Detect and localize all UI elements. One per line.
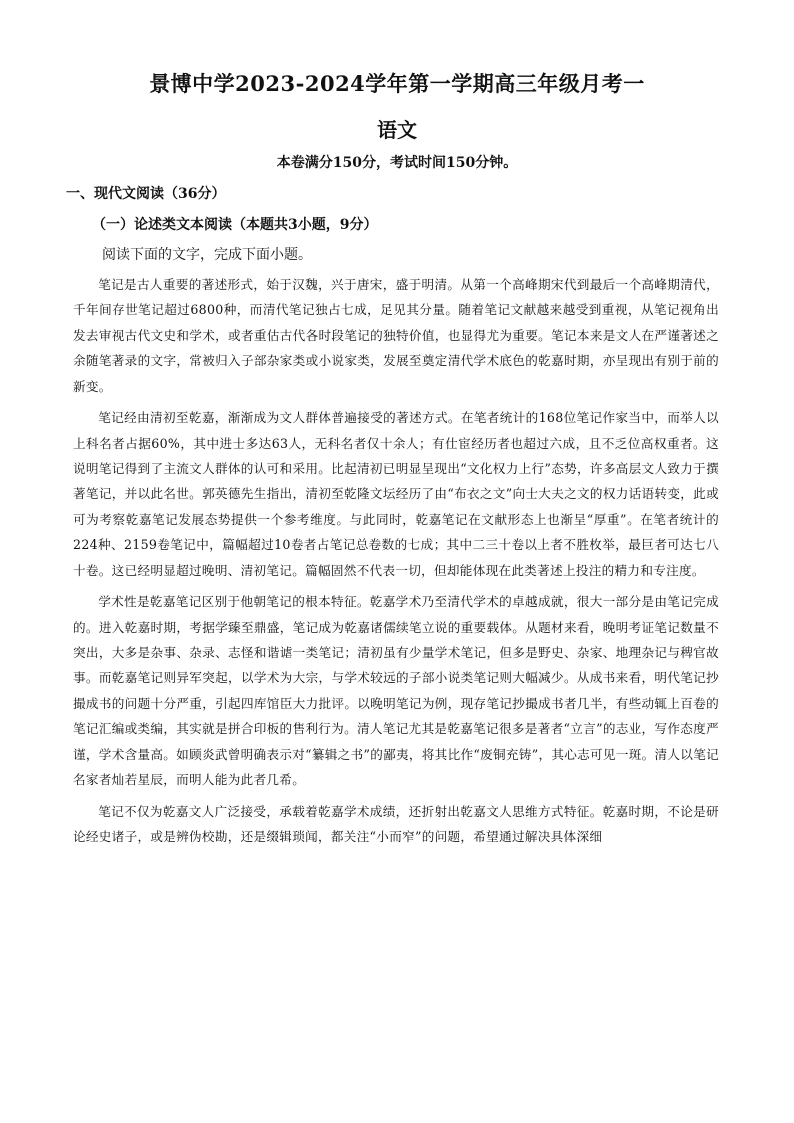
exam-title: 景博中学2023-2024学年第一学期高三年级月考一 — [149, 71, 645, 96]
exam-note: 本卷满分150分，考试时间150分钟。 — [276, 155, 518, 171]
subsection-heading: （一）论述类文本阅读（本题共3小题，9分） — [92, 217, 378, 233]
reading-instruction: 阅读下面的文字，完成下面小题。 — [102, 247, 312, 263]
reading-passage — [73, 272, 719, 856]
subject-title: 语文 — [377, 118, 417, 142]
passage-paragraph: 笔记不仅为乾嘉文人广泛接受，承载着乾嘉学术成绩，还折射出乾嘉文人思维方式特征。乾嘉时期，不论是研论经史诸子，或是辨伪校勘，还是缀辑琐闻，都关注“小而窄”的问题，希望通过解决具体深细 — [73, 803, 719, 845]
passage-paragraph: 学术性是乾嘉笔记区别于他朝笔记的根本特征。乾嘉学术乃至清代学术的卓越成就，很大一部分是由笔记完成的。进入乾嘉时期，考据学臻至鼎盛，笔记成为乾嘉诸儒续笔立说的重要载体。从题材来看，晚明考证笔记数量不突出，大多是杂事、杂录、志怪和谐谑一类笔记；清初虽有少量学术笔记，但多是野史、杂家、地理杂记与稗官故事。而乾嘉笔记则异军突起，以学术为大宗，与学术较远的子部小说类笔记则大幅减少。从成书来看，明代笔记抄撮成书的问题十分严重，引起四库馆臣大力批评。以晚明笔记为例，现存笔记抄撮成书者几半，有些动辄上百卷的笔记汇编或类编，其实就是拼合印板的售利行为。清人笔记尤其是乾嘉笔记很多是著者“立言”的志业，写作态度严谨，学术含量高。如顾炎武曾明确表示对“纂辑之书”的鄙夷，将其比作“废铜充铸”，其心志可见一斑。清人以笔记名家者灿若星辰，而明人能为此者几希。 — [73, 594, 719, 788]
passage-paragraph: 笔记经由清初至乾嘉，渐渐成为文人群体普遍接受的著述方式。在笔者统计的168位笔记作家当中，而举人以上科名者占据60%，其中进士多达63人，无科名者仅十余人；有仕宦经历者也超过六成，且不乏位高权重者。这说明笔记得到了主流文人群体的认可和采用。比起清初已明显呈现出“文化权力上行”态势，许多高层文人致力于撰著笔记，并以此名世。郭英德先生指出，清初至乾隆文坛经历了由“布衣之文”向士大夫之文的权力话语转变，此或可为考察乾嘉笔记发展态势提供一个参考维度。与此同时，乾嘉笔记在文献形态上也渐呈“厚重”。在笔者统计的224种、2159卷笔记中，篇幅超过10卷者占笔记总卷数的七成；其中二三十卷以上者不胜枚举，最巨者可达七八十卷。这已经明显超过晚明、清初笔记。篇幅固然不代表一切，但却能体现在此类著述上投注的精力和专注度。 — [73, 410, 719, 578]
passage-paragraph: 笔记是古人重要的著述形式，始于汉魏，兴于唐宋，盛于明清。从第一个高峰期宋代到最后一个高峰期清代，千年间存世笔记超过6800种，而清代笔记独占七成，足见其分量。随着笔记文献越来越受到重视，从笔记视角出发去审视古代文史和学术，或者重估古代各时段笔记的独特价值，也显得尤为重要。笔记本来是文人在严谨著述之余随笔著录的文字，常被归入子部杂家类或小说家类，发展至奠定清代学术底色的乾嘉时期，亦呈现出有别于前的新变。 — [73, 277, 719, 394]
section-heading: 一、现代文阅读（36分） — [66, 186, 226, 202]
